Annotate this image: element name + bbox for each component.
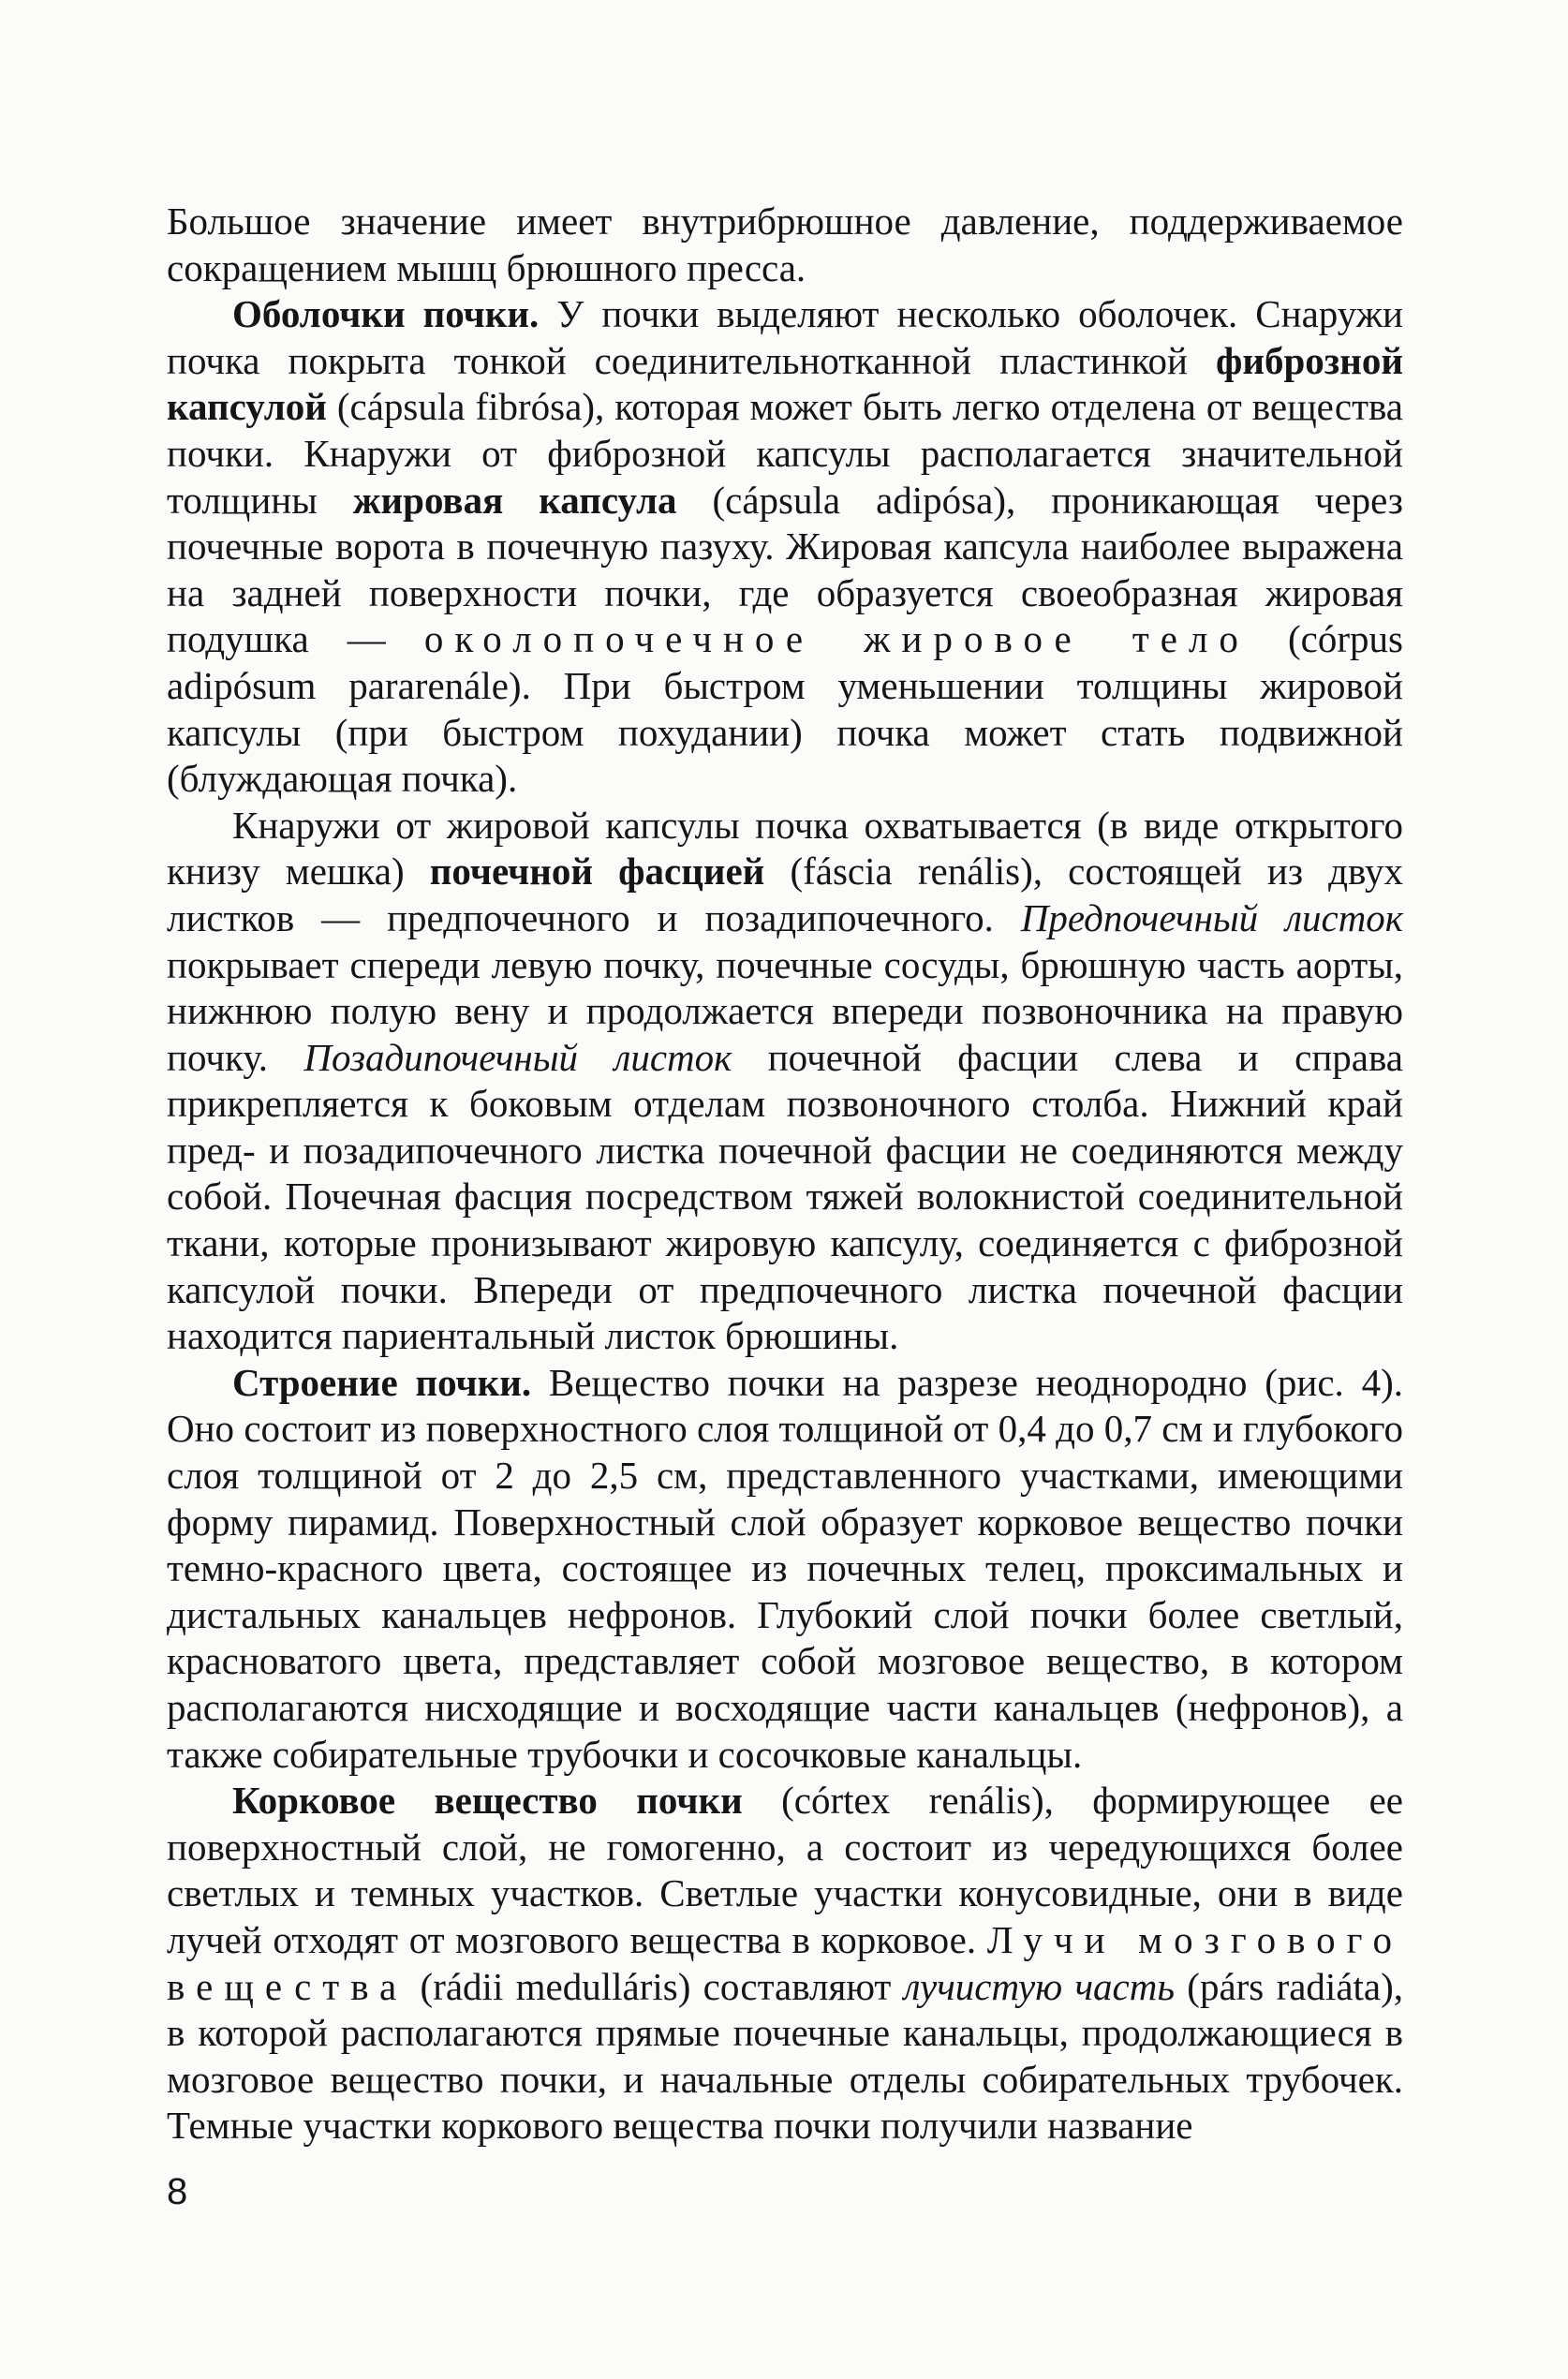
bold-term: почечной фасцией <box>429 850 765 894</box>
text-run: (córpus adipósum pararenále). При быстром уменьшении толщины жировой капсулы (при быстром похудании) почка может стать подвижной (блуждающая почка). <box>167 617 1403 801</box>
text-run: (cápsula fibrósa), которая может быть легко отделена от вещества почки. Кнаружи от фиброзной капсулы располагается значительной толщины <box>167 385 1403 522</box>
italic-term: лучистую часть <box>903 1964 1175 2008</box>
text-run: Большое значение имеет внутрибрюшное давление, поддерживаемое сокращением мышц брюшного пресса. <box>167 199 1403 289</box>
page-number: 8 <box>167 2171 188 2212</box>
text-run: (fáscia renális), состоящей из двух листков — предпочечного и позадипочечного. <box>167 850 1403 939</box>
italic-term: Предпочечный листок <box>1020 895 1403 939</box>
paragraph <box>167 291 1403 803</box>
body-text <box>167 199 1403 2150</box>
paragraph <box>167 1778 1403 2150</box>
paragraph <box>167 199 1403 291</box>
text-run: (cápsula adipósa), проникающая через почечные ворота в почечную пазуху. Жировая капсула наиболее выражена на задней поверхности почки, где образуется своеобразная жировая подушка — <box>167 478 1404 661</box>
paragraph <box>167 1360 1403 1778</box>
text-run: (rádii medulláris) составляют <box>407 1964 904 2008</box>
bold-term: фиброзной капсулой <box>167 338 1403 429</box>
spaced-term: Лучи мозгового вещества <box>167 1917 1403 2008</box>
spaced-term: околопочечное жировое тело <box>423 617 1250 661</box>
text-run: У почки выделяют несколько оболочек. Снаружи почка покрыта тонкой соединительнотканной пластинкой <box>167 292 1403 382</box>
text-run: почечной фасции слева и справа прикрепляется к боковым отделам позвоночного столба. Нижний край пред- и позадипочечного листка почечной фасции не соединяются между собой. Почечная фасция посредством тяжей волокнистой соединительной ткани, которые пронизывают жировую капсулу, соединяется с фиброзной капсулой почки. Впереди от предпочечного листка почечной фасции находится париентальный листок брюшины. <box>167 1035 1403 1358</box>
text-run: Вещество почки на разрезе неоднородно (рис. 4). Оно состоит из поверхностного слоя толщиной от 0,4 до 0,7 см и глубокого слоя толщиной от 2 до 2,5 см, представленного участками, имеющими форму пирамид. Поверхностный слой образует корковое вещество почки темно-красного цвета, состоящее из почечных телец, проксимальных и дистальных канальцев нефронов. Глубокий слой почки более светлый, красноватого цвета, представляет собой мозговое вещество, в котором располагаются нисходящие и восходящие части канальцев (нефронов), а также собирательные трубочки и сосочковые канальцы. <box>167 1360 1403 1776</box>
text-run: (párs radiáta), в которой располагаются прямые почечные канальцы, продолжающиеся в мозговое вещество почки, и начальные отделы собирательных трубочек. Темные участки коркового вещества почки получили название <box>167 1964 1404 2148</box>
bold-term: Оболочки почки. <box>232 292 540 336</box>
text-run: покрывает спереди левую почку, почечные сосуды, брюшную часть аорты, нижнюю полую вену и продолжается впереди позвоночника на правую почку. <box>167 942 1403 1079</box>
italic-term: Позадипочечный листок <box>303 1035 732 1079</box>
bold-term: Корковое вещество почки <box>232 1779 743 1823</box>
text-run: (córtex renális), формирующее ее поверхностный слой, не гомогенно, а состоит из чередующихся более светлых и темных участков. Светлые участки конусовидные, они в виде лучей отходят от мозгового вещества в корковое. <box>167 1779 1403 1961</box>
paragraph <box>167 803 1403 1360</box>
bold-term: Строение почки. <box>232 1360 532 1404</box>
bold-term: жировая капсула <box>352 478 677 522</box>
text-run: Кнаружи от жировой капсулы почка охватывается (в виде открытого книзу мешка) <box>167 803 1403 894</box>
